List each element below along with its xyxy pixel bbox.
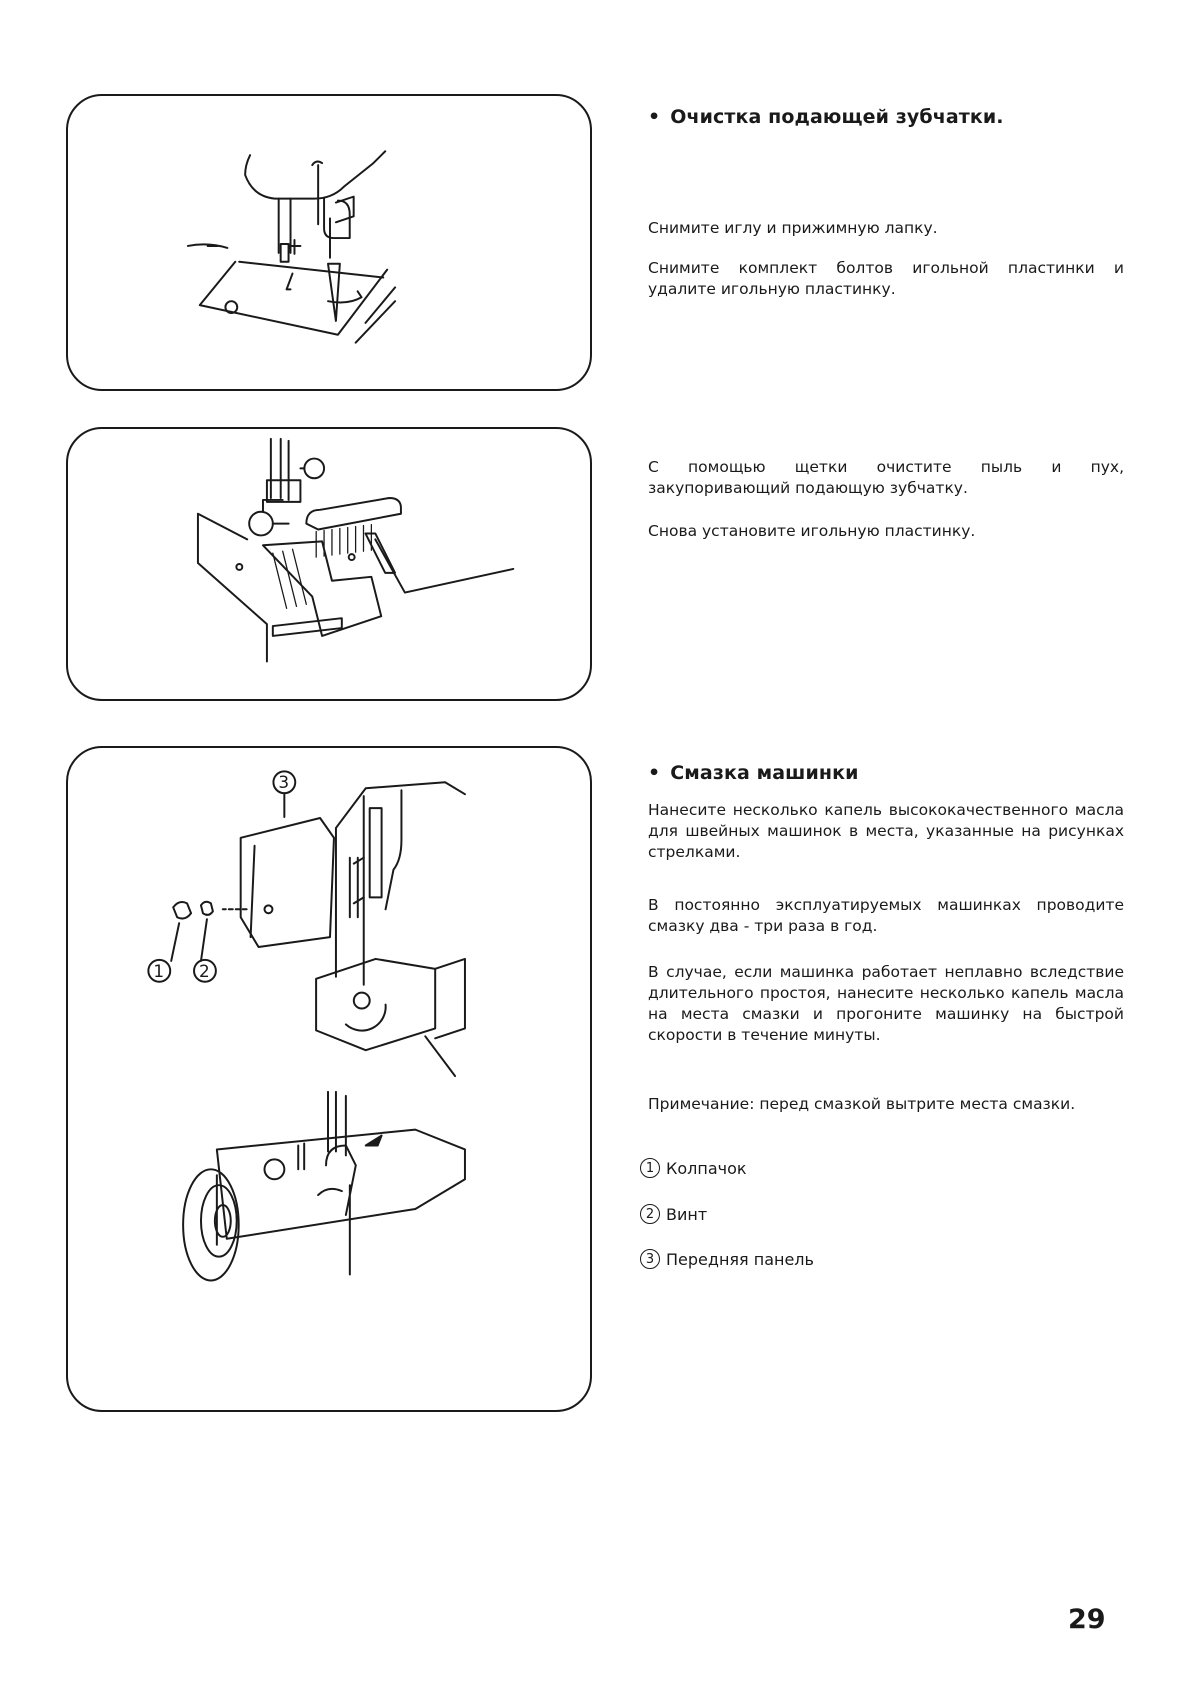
section-title-text: Смазка машинки (670, 762, 859, 784)
instruction-remove-needle-plate: Снимите комплект болтов игольной пластинки и удалите игольную пластинку. (648, 259, 1124, 298)
callout-3-label: 3 (278, 772, 290, 793)
brush-cleaning-illustration (68, 429, 590, 699)
instruction-apply-oil: Нанесите несколько капель высококачественного масла для швейных машинок в места, указанные на рисунках стрелками. (648, 801, 1124, 861)
instruction-brush-clean: С помощью щетки очистите пыль и пух, закупоривающий подающую зубчатку. (648, 458, 1124, 497)
figure-remove-needle-plate (66, 94, 592, 391)
callout-2-label: 2 (198, 960, 210, 981)
needle-plate-illustration (68, 96, 590, 389)
figure-clean-feed-dog (66, 427, 592, 701)
figure-lubrication (66, 746, 592, 1412)
legend-label: Колпачок (666, 1158, 747, 1178)
legend-label: Передняя панель (666, 1249, 814, 1269)
section-title-lubrication (648, 762, 859, 784)
lubrication-illustration (68, 748, 590, 1410)
instruction-lubrication-frequency: В постоянно эксплуатируемых машинках проводите смазку два - три раза в год. (648, 896, 1124, 935)
bullet: • (648, 762, 661, 784)
legend-item-cap (640, 1158, 747, 1178)
bullet: • (648, 106, 661, 128)
legend-item-front-panel (640, 1249, 814, 1269)
note-wipe-before-oiling: Примечание: перед смазкой вытрите места смазки. (648, 1095, 1076, 1113)
legend-number: 1 (640, 1158, 660, 1178)
instruction-reinstall-plate: Снова установите игольную пластинку. (648, 522, 976, 540)
page-number: 29 (1068, 1604, 1106, 1635)
instruction-idle-machine: В случае, если машинка работает неплавно вследствие длительного простоя, нанесите несколько капель масла на места смазки и прогоните машинку на быстрой скорости в течение минуты. (648, 963, 1124, 1044)
callout-1-label: 1 (153, 960, 165, 981)
legend-label: Винт (666, 1204, 708, 1224)
section-title-clean-feed-dog (648, 106, 1004, 128)
legend-item-screw (640, 1204, 707, 1224)
section-title-text: Очистка подающей зубчатки. (670, 106, 1004, 128)
instruction-remove-needle-foot: Снимите иглу и прижимную лапку. (648, 219, 938, 237)
legend-number: 3 (640, 1249, 660, 1269)
legend-number: 2 (640, 1204, 660, 1224)
